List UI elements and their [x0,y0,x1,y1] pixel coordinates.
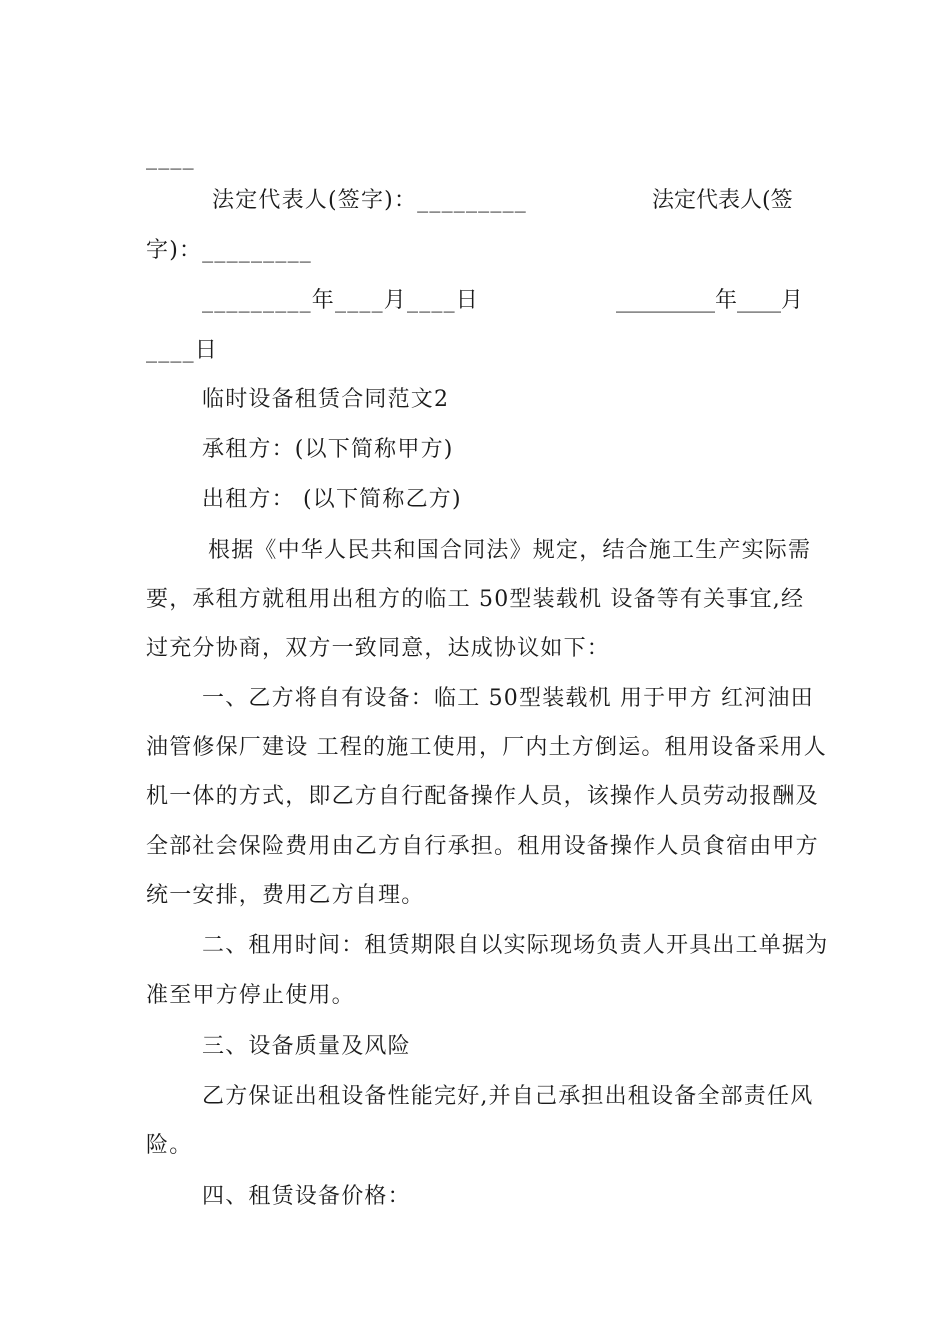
intro-line-1: 根据《中华人民共和国合同法》规定，结合施工生产实际需 [208,538,812,563]
clause1-line-2: 油管修保厂建设 工程的施工使用，厂内土方倒运。租用设备采用人 [146,735,827,760]
date-right-part1: _________年____月 [616,288,804,313]
clause4-title: 四、租赁设备价格： [202,1184,411,1209]
signature-left: 法定代表人(签字)：_________ [212,188,527,213]
signature-right-part1: 法定代表人(签 [652,188,793,213]
clause1-line-4: 全部社会保险费用由乙方自行承担。租用设备操作人员食宿由甲方 [146,834,819,859]
clause3-title: 三、设备质量及风险 [202,1034,411,1059]
clause1-line-1: 一、乙方将自有设备：临工 50型装载机 用于甲方 红河油田 [202,686,814,711]
clause3-line-2: 险。 [146,1133,193,1158]
intro-line-2: 要，承租方就租用出租方的临工 50型装载机 设备等有关事宜,经 [146,587,805,612]
top-fill-line: ____ [146,145,195,170]
signature-right-part2: 字)：_________ [146,238,312,263]
clause2-line-1: 二、租用时间：租赁期限自以实际现场负责人开具出工单据为 [202,933,829,958]
clause1-line-5: 统一安排，费用乙方自理。 [146,883,425,908]
document-title: 临时设备租赁合同范文2 [202,387,450,412]
lessor-line: 出租方： (以下简称乙方) [202,487,462,512]
clause1-line-3: 机一体的方式，即乙方自行配备操作人员，该操作人员劳动报酬及 [146,784,819,809]
lessee-line: 承租方：(以下简称甲方) [202,437,454,462]
clause3-line-1: 乙方保证出租设备性能完好,并自己承担出租设备全部责任风 [202,1084,814,1109]
clause2-line-2: 准至甲方停止使用。 [146,983,355,1008]
intro-line-3: 过充分协商，双方一致同意，达成协议如下： [146,636,611,661]
date-right-part2: ____日 [146,338,219,363]
date-left: _________年____月____日 [202,288,480,313]
